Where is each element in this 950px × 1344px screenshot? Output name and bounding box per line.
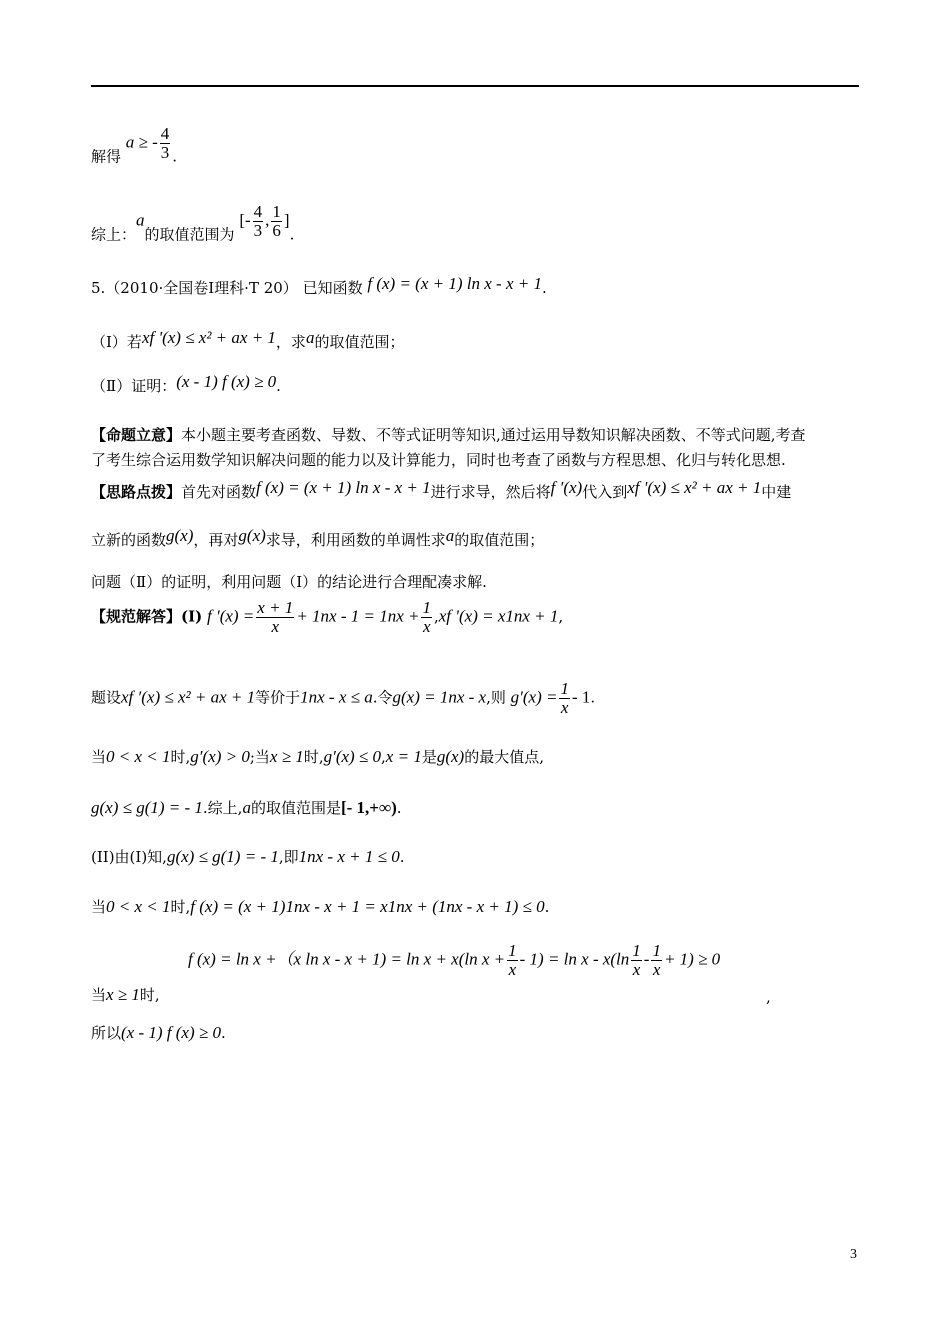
fraction — [559, 680, 570, 717]
text: 当 — [91, 748, 107, 766]
section-tag: 【思路点拨】 — [91, 483, 182, 501]
text: . — [590, 688, 596, 707]
text: 时, — [139, 986, 160, 1004]
line-hint — [91, 478, 791, 502]
math-var: a — [242, 798, 251, 817]
text: . — [396, 799, 402, 817]
math: g(x) ≤ g(1) = - 1 — [166, 847, 279, 866]
text: (II)由(I)知, — [91, 848, 167, 866]
math: xf ′(x) = x1nx + 1 — [438, 606, 559, 626]
math-var: a — [305, 328, 315, 347]
line-final — [91, 1022, 226, 1043]
numerator: 1 — [272, 202, 281, 221]
text: .综上, — [202, 799, 243, 817]
denominator: x — [422, 616, 431, 636]
section-tag: 【命题立意】 — [91, 426, 182, 444]
math: + 1nx - 1 = 1nx + — [296, 606, 420, 626]
math: xf '(x) ≤ x² + ax + 1 — [141, 328, 276, 347]
fraction — [271, 203, 282, 240]
text: （Ⅱ）证明： — [91, 377, 177, 395]
text: 本小题主要考查函数、导数、不等式证明等知识,通过运用导数知识解决函数、不等式问题,考查 — [181, 426, 806, 444]
line-case-ge-1 — [91, 984, 160, 1005]
math: g(x) — [166, 526, 194, 545]
math: f (x) = (x + 1) ln x - x + 1 — [367, 274, 542, 293]
text: 的取值范围； — [454, 531, 545, 549]
math-var: a — [136, 210, 145, 230]
line-monotonic — [91, 746, 544, 767]
numerator: x + 1 — [257, 598, 294, 617]
math: f (x) = ln x +（x ln x - x + 1) = ln x + x(ln x + — [188, 949, 506, 969]
text: ;当 — [249, 748, 270, 766]
text: 的取值范围； — [314, 333, 405, 351]
line-conclusion-1 — [91, 797, 402, 818]
text: 求导，利用函数的单调性求 — [265, 531, 446, 549]
math: a ≥ - — [125, 132, 158, 152]
line-part-2-solution — [91, 846, 404, 867]
fraction — [651, 942, 662, 979]
text: 时, — [303, 748, 324, 766]
numerator: 1 — [422, 598, 431, 617]
math: x ≥ 1 — [269, 747, 304, 766]
math: 1nx - x + 1 ≤ 0 — [298, 847, 400, 866]
line-equivalence — [91, 680, 595, 717]
math: - 1) = ln x - x(ln — [519, 949, 630, 969]
numerator: 1 — [632, 941, 641, 960]
text: 进行求导，然后将 — [430, 483, 551, 501]
math: x ≥ 1 — [106, 985, 140, 1004]
math: + 1) ≥ 0 — [663, 949, 721, 969]
text: 时, — [170, 898, 191, 916]
math: g(x) — [436, 747, 465, 766]
text: 当 — [91, 986, 107, 1004]
text: 立新的函数 — [91, 531, 167, 549]
numerator: 4 — [253, 202, 263, 221]
math: g′(x) > 0 — [190, 747, 250, 766]
header-rule — [91, 85, 859, 87]
text: ,则 — [486, 688, 506, 707]
fraction — [253, 203, 264, 240]
math: g(x) — [238, 526, 266, 545]
text: . — [289, 225, 295, 244]
denominator: 3 — [160, 142, 170, 162]
line-range-summary — [91, 203, 294, 244]
text: 题设 — [91, 688, 122, 707]
line-hint-cont — [91, 526, 544, 550]
fraction — [160, 125, 171, 162]
numerator: 4 — [160, 124, 170, 143]
text: ,即 — [278, 848, 299, 866]
line-solution-start — [91, 599, 563, 636]
math: f (x) = (x + 1)1nx - x + 1 = x1nx + (1nx - x + 1) ≤ 0 — [190, 897, 545, 916]
denominator: x — [508, 959, 517, 979]
text: 所以 — [91, 1024, 122, 1042]
math: [- — [239, 210, 251, 230]
text: ，再对 — [193, 531, 239, 549]
text: 综上： — [91, 225, 137, 244]
text: 5.（2010·全国卷Ⅰ理科·T 20） 已知函数 — [91, 279, 363, 297]
section-tag: 【规范解答】(I) — [91, 607, 203, 626]
text: . — [544, 898, 550, 916]
math: g′(x) = — [510, 687, 558, 707]
text: ，求 — [275, 333, 306, 351]
math: [- 1,+∞) — [340, 798, 397, 817]
text: （Ⅰ）若 — [91, 333, 142, 351]
math: 0 < x < 1 — [106, 897, 171, 916]
text: 了考生综合运用数学知识解决问题的能力以及计算能力，同时也考查了函数与方程思想、化归与转化思想. — [91, 451, 786, 469]
math: xf ′(x) ≤ x² + ax + 1 — [121, 687, 256, 707]
fraction — [256, 599, 294, 636]
text: 代入到 — [582, 483, 628, 501]
text: 的最大值点, — [464, 748, 544, 766]
line-intent-cont — [91, 449, 786, 470]
line-part-1 — [91, 328, 404, 352]
text: . — [220, 1024, 226, 1042]
text: 当 — [91, 898, 107, 916]
text: , — [433, 607, 439, 626]
line-case-ge-1-equation — [188, 942, 720, 979]
numerator: 1 — [508, 941, 517, 960]
fraction — [631, 942, 642, 979]
text: 中建 — [761, 483, 792, 501]
math: ] — [283, 210, 290, 230]
denominator: 3 — [253, 220, 263, 240]
text: 解得 — [91, 147, 122, 166]
text: 首先对函数 — [181, 483, 257, 501]
text: 等价于 — [255, 688, 301, 707]
math: g(x) = 1nx - x — [392, 687, 487, 707]
math: , — [265, 210, 270, 230]
line-solve-a — [91, 125, 177, 166]
math: (x - 1) f (x) ≥ 0 — [176, 372, 277, 391]
math-var: a — [445, 526, 455, 545]
text: , — [558, 607, 564, 626]
denominator: 6 — [272, 220, 281, 240]
text: .令 — [372, 688, 393, 707]
denominator: x — [632, 959, 641, 979]
denominator: x — [560, 697, 569, 717]
line-intent — [91, 424, 806, 445]
math: g(x) ≤ g(1) = - 1 — [91, 798, 203, 817]
line-part-2 — [91, 372, 281, 396]
math: xf '(x) ≤ x² + ax + 1 — [627, 478, 762, 497]
text: 的取值范围是 — [250, 799, 341, 817]
text: 时, — [170, 748, 191, 766]
line-case-less-1 — [91, 896, 549, 917]
math: f ′(x) — [550, 478, 583, 497]
math: g′(x) ≤ 0 — [323, 747, 382, 766]
line-hint-part2 — [91, 571, 487, 592]
page-number: 3 — [850, 1247, 857, 1262]
math: - — [643, 949, 650, 969]
math: - 1 — [571, 687, 591, 707]
numerator: 1 — [652, 941, 661, 960]
line-problem-5 — [91, 274, 547, 298]
math: 1nx - x ≤ a — [300, 687, 373, 707]
numerator: 1 — [560, 679, 569, 698]
text: 是 — [421, 748, 437, 766]
denominator: x — [652, 959, 661, 979]
math: (x - 1) f (x) ≥ 0 — [121, 1023, 221, 1042]
text: , — [381, 748, 386, 766]
math: 0 < x < 1 — [106, 747, 171, 766]
math: f ′(x) = — [207, 606, 255, 626]
text: 的取值范围为 — [144, 225, 235, 244]
math: x = 1 — [385, 747, 422, 766]
denominator: x — [271, 616, 280, 636]
text: . — [172, 147, 178, 166]
text: . — [276, 377, 281, 395]
fraction — [421, 599, 432, 636]
text: . — [541, 279, 547, 297]
math: f (x) = (x + 1) ln x - x + 1 — [256, 478, 431, 497]
fraction — [507, 942, 518, 979]
trailing-comma: , — [766, 988, 771, 1006]
text: 问题（Ⅱ）的证明，利用问题（Ⅰ）的结论进行合理配凑求解. — [91, 573, 487, 591]
text: . — [399, 848, 405, 866]
